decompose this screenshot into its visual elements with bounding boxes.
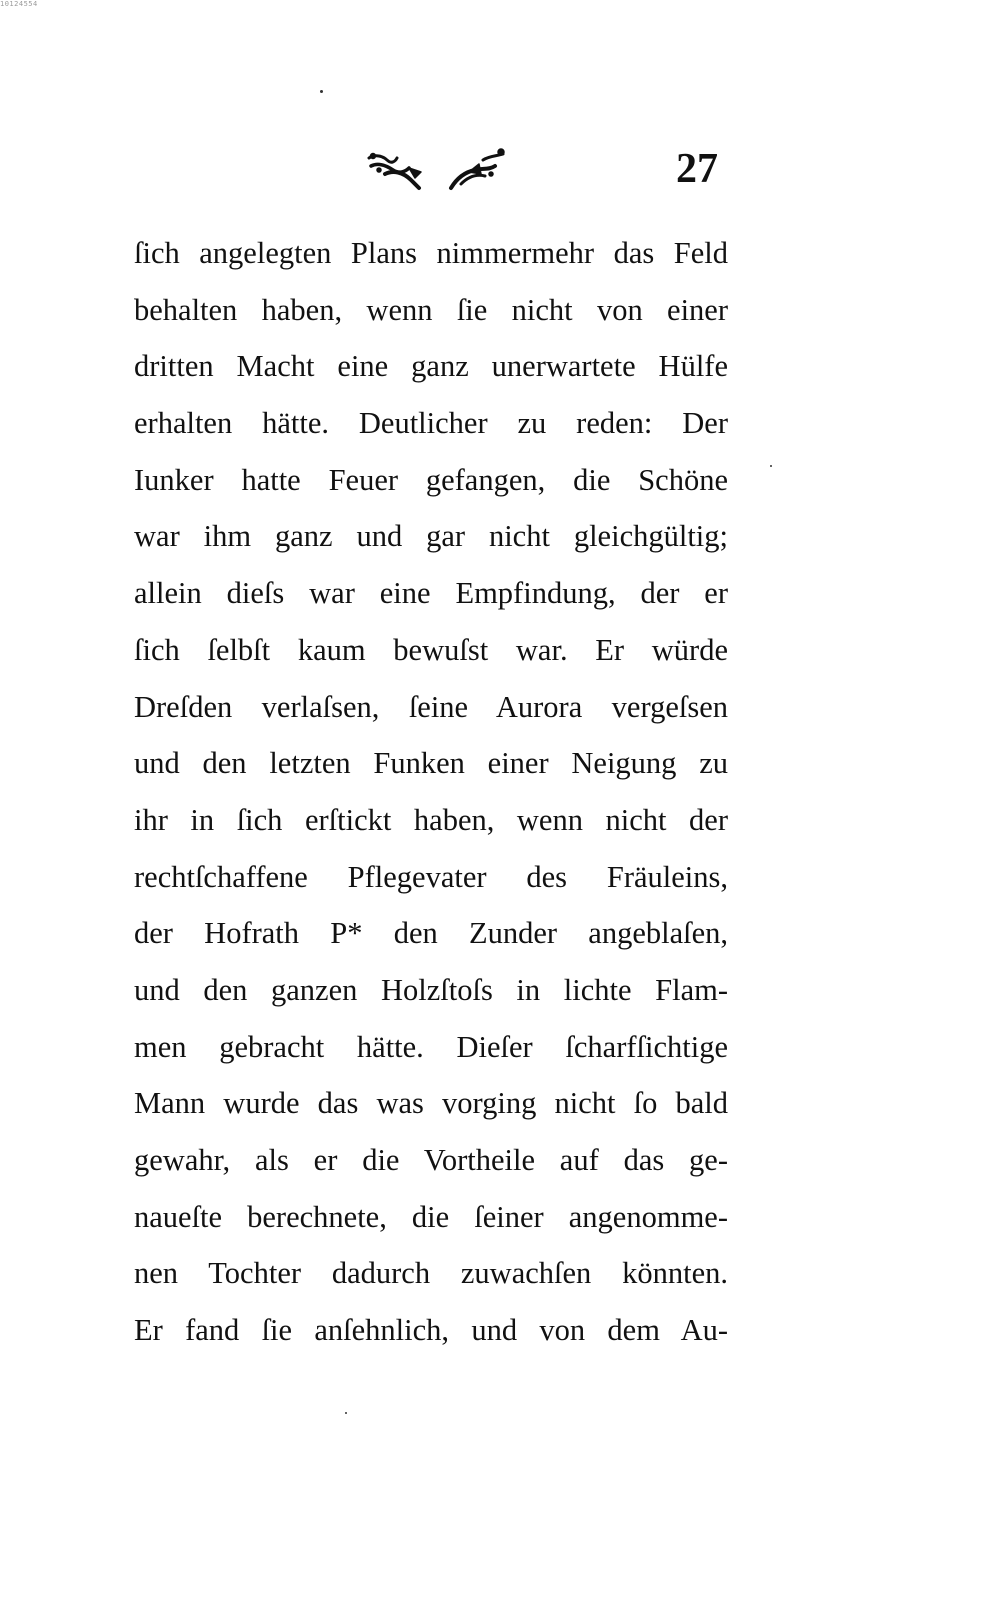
text-line: war ihm ganz und gar nicht gleichgültig; [134, 519, 728, 554]
text-line: ſich ſelbſt kaum bewuſst war. Er würde [134, 632, 728, 667]
text-line: und den letzten Funken einer Neigung zu [134, 746, 728, 781]
text-line: und den ganzen Holzſtoſs in lichte Flam- [134, 972, 728, 1007]
printer-ornament-icon [365, 148, 515, 198]
text-line: men gebracht hätte. Dieſer ſcharfſichtige [134, 1029, 728, 1064]
text-line: ihr in ſich erſtickt haben, wenn nicht der [134, 802, 728, 837]
text-line: Iunker hatte Feuer gefangen, die Schöne [134, 462, 728, 497]
ink-speck [770, 465, 772, 467]
text-line: gewahr, als er die Vortheile auf das ge- [134, 1143, 728, 1177]
text-line: behalten haben, wenn ſie nicht von einer [134, 292, 728, 327]
text-line: ſich angelegten Plans nimmermehr das Feld [134, 236, 728, 270]
text-line: der Hofrath P* den Zunder angeblaſen, [134, 916, 728, 951]
text-line: dritten Macht eine ganz unerwartete Hülfe [134, 349, 728, 384]
text-line: Mann wurde das was vorging nicht ſo bald [134, 1086, 728, 1121]
page-number: 27 [676, 146, 718, 192]
body-text [134, 225, 728, 1359]
text-line: Dreſden verlaſsen, ſeine Aurora vergeſsen [134, 689, 728, 724]
text-line: erhalten hätte. Deutlicher zu reden: Der [134, 406, 728, 441]
scan-id-label: 10124554 [0, 0, 38, 8]
text-line: rechtſchaffene Pflegevater des Fräuleins, [134, 859, 728, 894]
text-line: allein dieſs war eine Empfindung, der er [134, 576, 728, 611]
text-line: naueſte berechnete, die ſeiner angenomme- [134, 1199, 728, 1234]
ink-speck [345, 1412, 347, 1414]
ink-speck [320, 90, 323, 93]
text-line: nen Tochter dadurch zuwachſen könnten. [134, 1256, 728, 1291]
text-line: Er fand ſie anſehnlich, und von dem Au- [134, 1313, 728, 1348]
